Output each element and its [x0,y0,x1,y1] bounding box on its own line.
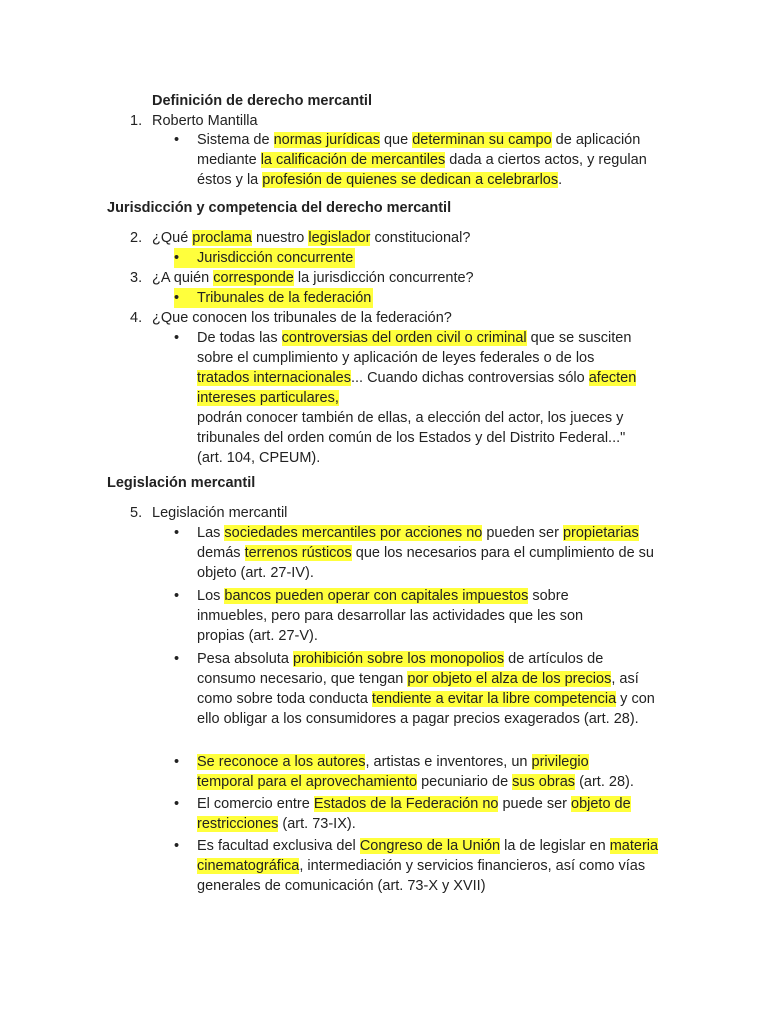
bullet-item [174,288,664,308]
bullet-text: Pesa absoluta prohibición sobre los monopolios de artículos de consumo necesario, que tengan por objeto el alza de los precios, así como sobre toda conducta tendiente a evitar la libre competencia y con ello obligar a los consumidores a pagar precios exagerados (art. 28). [197,651,655,727]
highlight: la calificación de mercantiles [260,152,446,168]
item-number: 3. [130,270,143,286]
highlight: objeto de restricciones [197,796,631,832]
highlight: propietarias [562,525,639,541]
highlight: prohibición sobre los monopolios [292,651,505,667]
bullet-icon: • [174,796,180,812]
list-item-5 [130,503,287,523]
item-label: Legislación mercantil [152,505,288,521]
item-label: ¿Que conocen los tribunales de la federación? [152,310,452,326]
bullet-text: De todas las controversias del orden civil o criminal que se susciten sobre el cumplimiento y aplicación de leyes federales o de los tratados internacionales... Cuando dichas controversias sólo afecten intereses particulares, podrán conocer también de ellas, a elección del actor, los jueces y tribunales del orden común de los Estados y del Distrito Federal..." (art. 104, CPEUM). [197,330,637,466]
highlight: legislador [308,230,371,246]
item-number: 5. [130,505,143,521]
document-title: Definición de derecho mercantil [152,93,372,109]
highlight: por objeto el alza de los precios [407,671,612,687]
bullet-text: Las sociedades mercantiles por acciones no pueden ser propietarias demás terrenos rústicos que los necesarios para el cumplimiento de su objeto (art. 27-IV). [197,525,654,581]
bullet-text: El comercio entre Estados de la Federación no puede ser objeto de restricciones (art. 73-IX). [197,796,631,832]
highlight: terrenos rústicos [244,545,352,561]
bullet-item [174,248,664,268]
highlight: tendiente a evitar la libre competencia [371,691,617,707]
highlight: sus obras [512,774,576,790]
bullet-item [174,328,644,468]
highlight: sociedades mercantiles por acciones no [224,525,483,541]
highlight: cinematográfica [197,858,300,874]
highlight: normas jurídicas [273,132,380,148]
list-item-2: 2. ¿Qué proclama nuestro legislador constitucional? [130,230,471,246]
bullet-icon: • [174,525,180,541]
bullet-text: Sistema de normas jurídicas que determinan su campo de aplicación mediante la calificación de mercantiles dada a ciertos actos, y regulan éstos y la profesión de quienes se dedican a celebrarlos. [197,132,647,188]
highlight: afecten intereses particulares, [197,370,637,406]
item-number: 2. [130,230,143,246]
bullet-icon: • [174,588,180,604]
highlight: tratados internacionales [197,370,351,386]
bullet-icon: • [174,651,180,667]
highlight: proclama [192,230,252,246]
highlight: privilegio temporal para el aprovechamiento [197,754,589,790]
bullet-icon: • [174,330,180,346]
bullet-item [174,586,634,646]
highlight: Estados de la Federación no [313,796,499,812]
highlight: Se reconoce a los autores [197,754,366,770]
highlight: materia [609,838,659,854]
list-item-3: 3. ¿A quién corresponde la jurisdicción concurrente? [130,270,474,286]
bullet-icon: • [174,838,180,854]
section-heading-legislacion: Legislación mercantil [107,475,256,491]
highlight: corresponde [213,270,294,286]
bullet-item [174,649,664,729]
bullet-item [174,523,664,583]
bullet-text: Se reconoce a los autores, artistas e inventores, un privilegio temporal para el aprovechamiento pecuniario de sus obras (art. 28). [197,754,634,790]
bullet-icon: • [174,250,180,266]
highlight: determinan su campo [412,132,552,148]
item-number: 1. [130,113,143,129]
item-number: 4. [130,310,143,326]
bullet-item [174,752,644,792]
bullet-icon: • [174,754,180,770]
answer-text: Tribunales de la federación [197,290,372,306]
bullet-item [174,836,664,896]
bullet-text: Los bancos pueden operar con capitales impuestos sobre inmuebles, pero para desarrollar las actividades que les son propias (art. 27-V). [197,588,584,644]
bullet-item [174,130,664,190]
answer-text: Jurisdicción concurrente [197,250,354,266]
bullet-item [174,794,664,834]
highlight: controversias del orden civil o criminal [281,330,527,346]
highlight: profesión de quienes se dedican a celebrarlos [262,172,559,188]
bullet-icon: • [174,290,180,306]
item-label: Roberto Mantilla [152,113,258,129]
list-item-1 [130,111,258,131]
bullet-icon: • [174,132,180,148]
section-heading-jurisdiccion: Jurisdicción y competencia del derecho mercantil [107,200,452,216]
list-item-4 [130,308,452,328]
bullet-text: Es facultad exclusiva del Congreso de la Unión la de legislar en materia cinematográfica, intermediación y servicios financieros, así como vías generales de comunicación (art. 73-X y XVII) [197,838,659,894]
highlight: bancos pueden operar con capitales impuestos [224,588,529,604]
highlight: Congreso de la Unión [359,838,501,854]
